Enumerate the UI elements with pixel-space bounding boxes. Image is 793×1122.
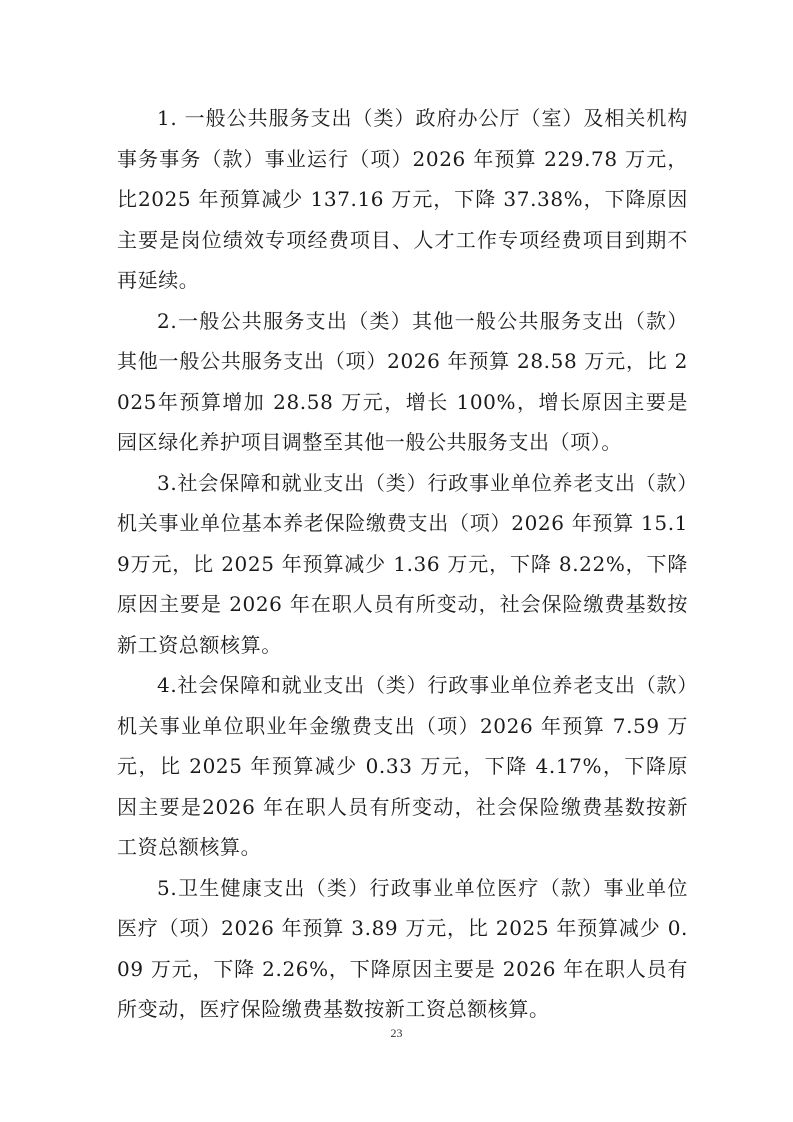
paragraph-general-public-service-operation: 1. 一般公共服务支出（类）政府办公厅（室）及相关机构事务事务（款）事业运行（项）2026 年预算 229.78 万元，比2025 年预算减少 137.16 万元，下降 37.38%，下降原因主要是岗位绩效专项经费项目、人才工作专项经费项目到期不再延续。 xyxy=(117,106,688,292)
document-body xyxy=(117,98,688,1030)
paragraph-other-general-public-service: 2.一般公共服务支出（类）其他一般公共服务支出（款）其他一般公共服务支出（项）2026 年预算 28.58 万元，比 2025年预算增加 28.58 万元，增长 100%，增长原因主要是园区绿化养护项目调整至其他一般公共服务支出（项）。 xyxy=(117,308,688,454)
paragraph-health-medical: 5.卫生健康支出（类）行政事业单位医疗（款）事业单位医疗（项）2026 年预算 3.89 万元，比 2025 年预算减少 0.09 万元，下降 2.26%，下降原因主要是 2026 年在职人员有所变动，医疗保险缴费基数按新工资总额核算。 xyxy=(117,875,688,1021)
page-number: 23 xyxy=(390,1026,403,1040)
paragraph-basic-pension-insurance: 3.社会保障和就业支出（类）行政事业单位养老支出（款）机关事业单位基本养老保险缴费支出（项）2026 年预算 15.19万元，比 2025 年预算减少 1.36 万元，下降 8.22%，下降原因主要是 2026 年在职人员有所变动，社会保险缴费基数按新工资总额核算。 xyxy=(117,470,688,657)
paragraph-occupational-annuity: 4.社会保障和就业支出（类）行政事业单位养老支出（款）机关事业单位职业年金缴费支出（项）2026 年预算 7.59 万元，比 2025 年预算减少 0.33 万元，下降 4.17%，下降原因主要是2026 年在职人员有所变动，社会保险缴费基数按新工资总额核算。 xyxy=(117,673,688,859)
